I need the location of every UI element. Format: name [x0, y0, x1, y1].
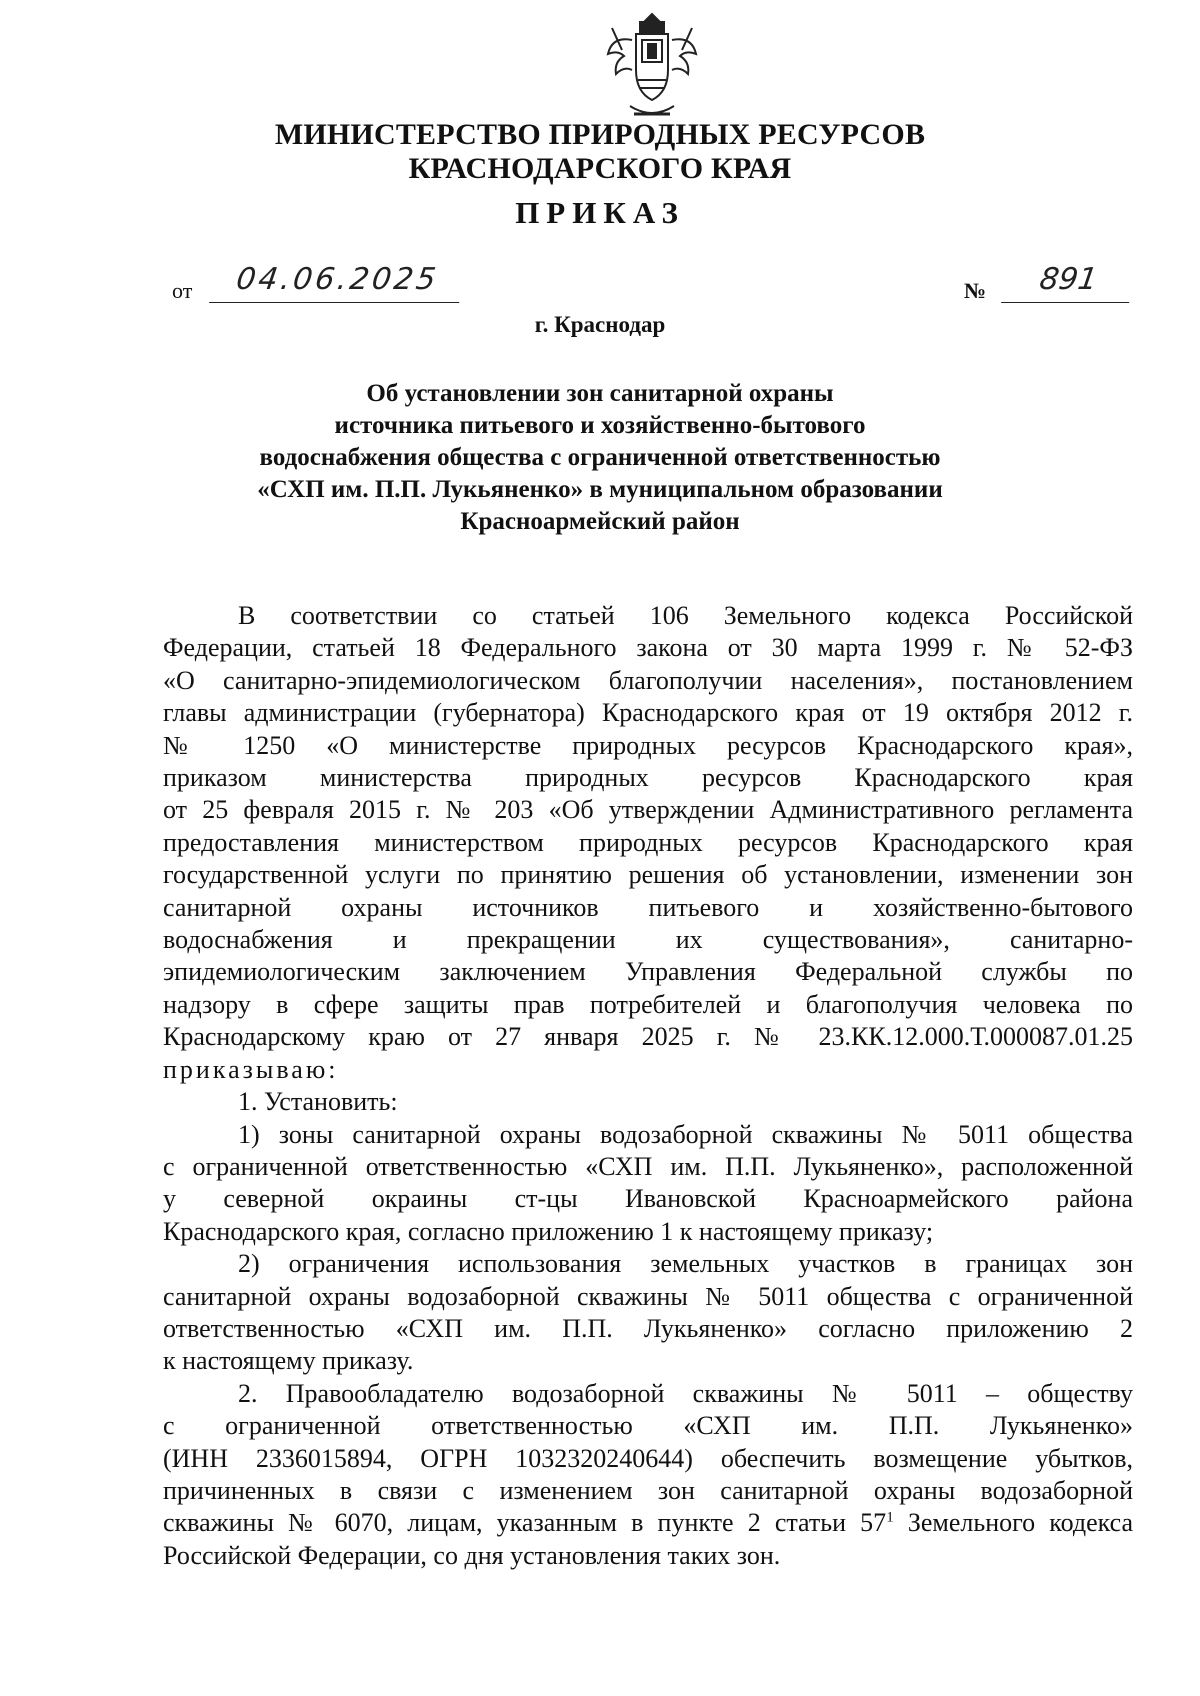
subject-line: «СХП им. П.П. Лукьяненко» в муниципальном образовании	[257, 476, 943, 503]
handwritten-order-number: 891	[1001, 262, 1135, 303]
item-1-1-line: с ограниченной ответственностью «СХП им. П.П. Лукьяненко», расположенной	[163, 1151, 1133, 1181]
date-label: от	[172, 278, 193, 303]
preamble-line: санитарной охраны источников питьевого и хозяйственно-бытового	[163, 892, 1133, 922]
item-2-line-5-start: скважины № 6070, лицам, указанным в пункте 2 статьи 57	[163, 1508, 887, 1538]
preamble-line: надзору в сфере защиты прав потребителей и благополучия человека по	[163, 989, 1133, 1019]
preamble-line: предоставления министерством природных ресурсов Краснодарского края	[163, 827, 1133, 857]
order-body-text	[163, 600, 1133, 1572]
item-1-2-line: 2) ограничения использования земельных участков в границах зон	[238, 1249, 1133, 1279]
preamble-line: Федерации, статьей 18 Федерального закона от 30 марта 1999 г. № 52-ФЗ	[163, 633, 1133, 663]
preamble-line: «О санитарно-эпидемиологическом благополучии населения», постановлением	[163, 665, 1133, 695]
document-type-title: ПРИКАЗ	[515, 195, 685, 230]
subject-line: водоснабжения общества с ограниченной ответственностью	[259, 444, 941, 471]
item-2-line-with-superscript	[163, 1507, 1133, 1539]
item-2-line: Российской Федерации, со дня установления таких зон.	[163, 1540, 781, 1570]
item-1-title: 1. Установить:	[238, 1087, 398, 1117]
city-label: г. Краснодар	[534, 312, 666, 337]
number-label: №	[964, 278, 987, 303]
subject-line: Красноармейский район	[460, 508, 740, 535]
item-2-line: с ограниченной ответственностью «СХП им. П.П. Лукьяненко»	[163, 1411, 1133, 1441]
preamble-line: водоснабжения и прекращении их существования», санитарно-	[163, 925, 1133, 955]
preamble-line: эпидемиологическим заключением Управления Федеральной службы по	[163, 957, 1133, 987]
item-1-2-line: ответственностью «СХП им. П.П. Лукьяненко» согласно приложению 2	[163, 1313, 1133, 1343]
item-1-2-line: санитарной охраны водозаборной скважины № 5011 общества с ограниченной	[163, 1281, 1133, 1311]
item-1-1-line: Краснодарского края, согласно приложению 1 к настоящему приказу;	[163, 1216, 934, 1246]
item-2-line-5-end: Земельного кодекса	[893, 1508, 1133, 1538]
preamble-line: государственной услуги по принятию решения об установлении, изменении зон	[163, 860, 1133, 890]
krasnodar-coat-of-arms-emblem	[602, 10, 702, 122]
date-number-row	[172, 262, 1132, 312]
preamble-line: от 25 февраля 2015 г. № 203 «Об утверждении Административного регламента	[163, 795, 1133, 825]
handwritten-date: 04.06.2025	[209, 262, 465, 303]
preamble-line: Краснодарскому краю от 27 января 2025 г. № 23.КК.12.000.Т.000087.01.25	[163, 1022, 1133, 1052]
order-subject-heading	[0, 378, 1200, 538]
item-2-line: причиненных в связи с изменением зон санитарной охраны водозаборной	[163, 1475, 1133, 1505]
item-2-line: (ИНН 2336015894, ОГРН 1032320240644) обеспечить возмещение убытков,	[163, 1443, 1133, 1473]
item-1-1-line: 1) зоны санитарной охраны водозаборной скважины № 5011 общества	[238, 1119, 1133, 1149]
preamble-line: В соответствии со статьей 106 Земельного кодекса Российской	[238, 601, 1133, 630]
subject-line: источника питьевого и хозяйственно-бытового	[334, 412, 866, 439]
preamble-line: приказом министерства природных ресурсов Краснодарского края	[163, 763, 1133, 793]
preamble-line: № 1250 «О министерстве природных ресурсов Краснодарского края»,	[163, 730, 1133, 760]
ministry-name-line-2: КРАСНОДАРСКОГО КРАЯ	[408, 152, 792, 185]
ministry-name-line-1: МИНИСТЕРСТВО ПРИРОДНЫХ РЕСУРСОВ	[274, 118, 926, 151]
order-word: приказываю:	[163, 1054, 339, 1084]
preamble-line: главы администрации (губернатора) Краснодарского края от 19 октября 2012 г.	[163, 698, 1133, 728]
item-1-1-line: у северной окраины ст-цы Ивановской Красноармейского района	[163, 1184, 1133, 1214]
item-2-line: 2. Правообладателю водозаборной скважины № 5011 – обществу	[238, 1378, 1133, 1408]
subject-line: Об установлении зон санитарной охраны	[366, 380, 834, 407]
article-superscript: 1	[886, 1509, 894, 1526]
item-1-2-line: к настоящему приказу.	[163, 1346, 414, 1376]
